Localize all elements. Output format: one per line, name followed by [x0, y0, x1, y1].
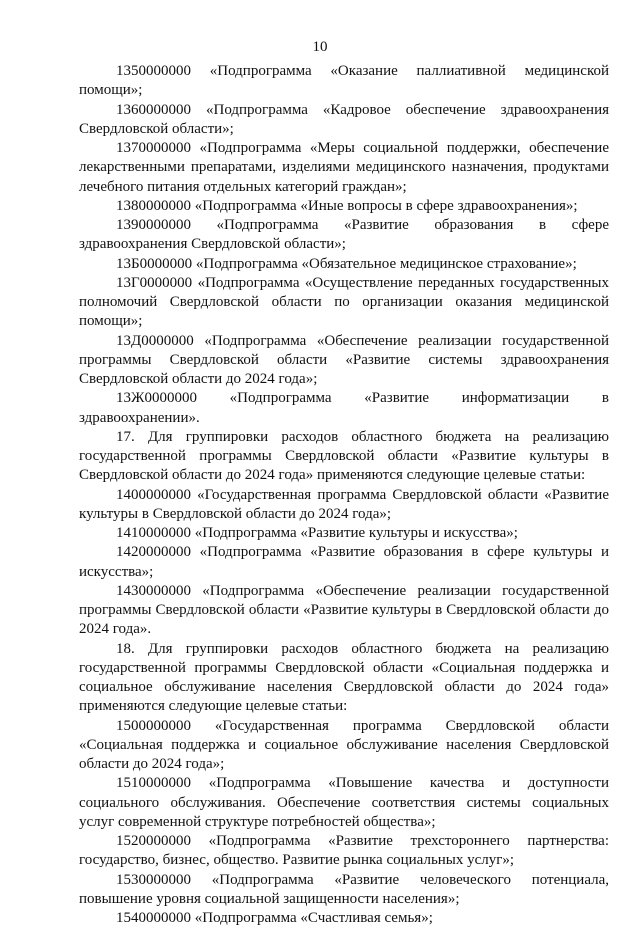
paragraph-13d0000000: 13Д0000000 «Подпрограмма «Обеспечение реализации государственной программы Свердловской области «Развитие системы здравоохранения Свердловской области до 2024 года»;: [79, 332, 609, 387]
paragraph-1390000000: 1390000000 «Подпрограмма «Развитие образования в сфере здравоохранения Свердловской области»;: [79, 217, 609, 253]
paragraph-13zh0000000: 13Ж0000000 «Подпрограмма «Развитие информатизации в здравоохранении».: [79, 390, 609, 426]
paragraph-1520000000: 1520000000 «Подпрограмма «Развитие трехстороннего партнерства: государство, бизнес, общество. Развитие рынка социальных услуг»;: [79, 833, 609, 869]
paragraph-1360000000: 1360000000 «Подпрограмма «Кадровое обеспечение здравоохранения Свердловской области»;: [79, 101, 609, 137]
paragraph-1530000000: 1530000000 «Подпрограмма «Развитие человеческого потенциала, повышение уровня социальной защищенности населения»;: [79, 871, 609, 907]
paragraph-13g0000000: 13Г0000000 «Подпрограмма «Осуществление переданных государственных полномочий Свердловской области по организации оказания медицинской помощи»;: [79, 274, 609, 330]
document-body: [79, 62, 609, 928]
paragraph-1370000000: 1370000000 «Подпрограмма «Меры социальной поддержки, обеспечение лекарственными препаратами, изделиями медицинского назначения, продуктами лечебного питания отдельных категорий граждан»;: [79, 140, 609, 195]
paragraph-1380000000: 1380000000 «Подпрограмма «Иные вопросы в сфере здравоохранения»;: [116, 197, 578, 214]
paragraph-1400000000: 1400000000 «Государственная программа Свердловской области «Развитие культуры в Свердловской области до 2024 года»;: [79, 486, 609, 522]
paragraph-1410000000: 1410000000 «Подпрограмма «Развитие культуры и искусства»;: [116, 525, 518, 541]
paragraph-item-17: 17. Для группировки расходов областного бюджета на реализацию государственной программы Свердловской области «Развитие культуры в Свердловской области до 2024 года» применяются следующие целевые статьи:: [79, 428, 609, 484]
page-number: 10: [312, 39, 328, 55]
paragraph-1500000000: 1500000000 «Государственная программа Свердловской области «Социальная поддержка и социальное обслуживание населения Свердловской области до 2024 года»;: [79, 717, 609, 772]
paragraph-13b0000000: 13Б0000000 «Подпрограмма «Обязательное медицинское страхование»;: [116, 255, 577, 272]
paragraph-item-18: 18. Для группировки расходов областного бюджета на реализацию государственной программы Свердловской области «Социальная поддержка и социальное обслуживание населения Свердловской области до 2024 года» применяются следующие целевые статьи:: [79, 640, 609, 715]
paragraph-1430000000: 1430000000 «Подпрограмма «Обеспечение реализации государственной программы Свердловской области «Развитие культуры в Свердловской области до 2024 года».: [79, 582, 609, 638]
paragraph-1540000000: 1540000000 «Подпрограмма «Счастливая семья»;: [116, 910, 433, 926]
paragraph-1510000000: 1510000000 «Подпрограмма «Повышение качества и доступности социального обслуживания. Обеспечение соответствия системы социальных услуг современной структуре потребностей общества»;: [79, 775, 609, 830]
paragraph-1350000000: 1350000000 «Подпрограмма «Оказание паллиативной медицинской помощи»;: [79, 63, 609, 99]
paragraph-1420000000: 1420000000 «Подпрограмма «Развитие образования в сфере культуры и искусства»;: [79, 544, 609, 580]
